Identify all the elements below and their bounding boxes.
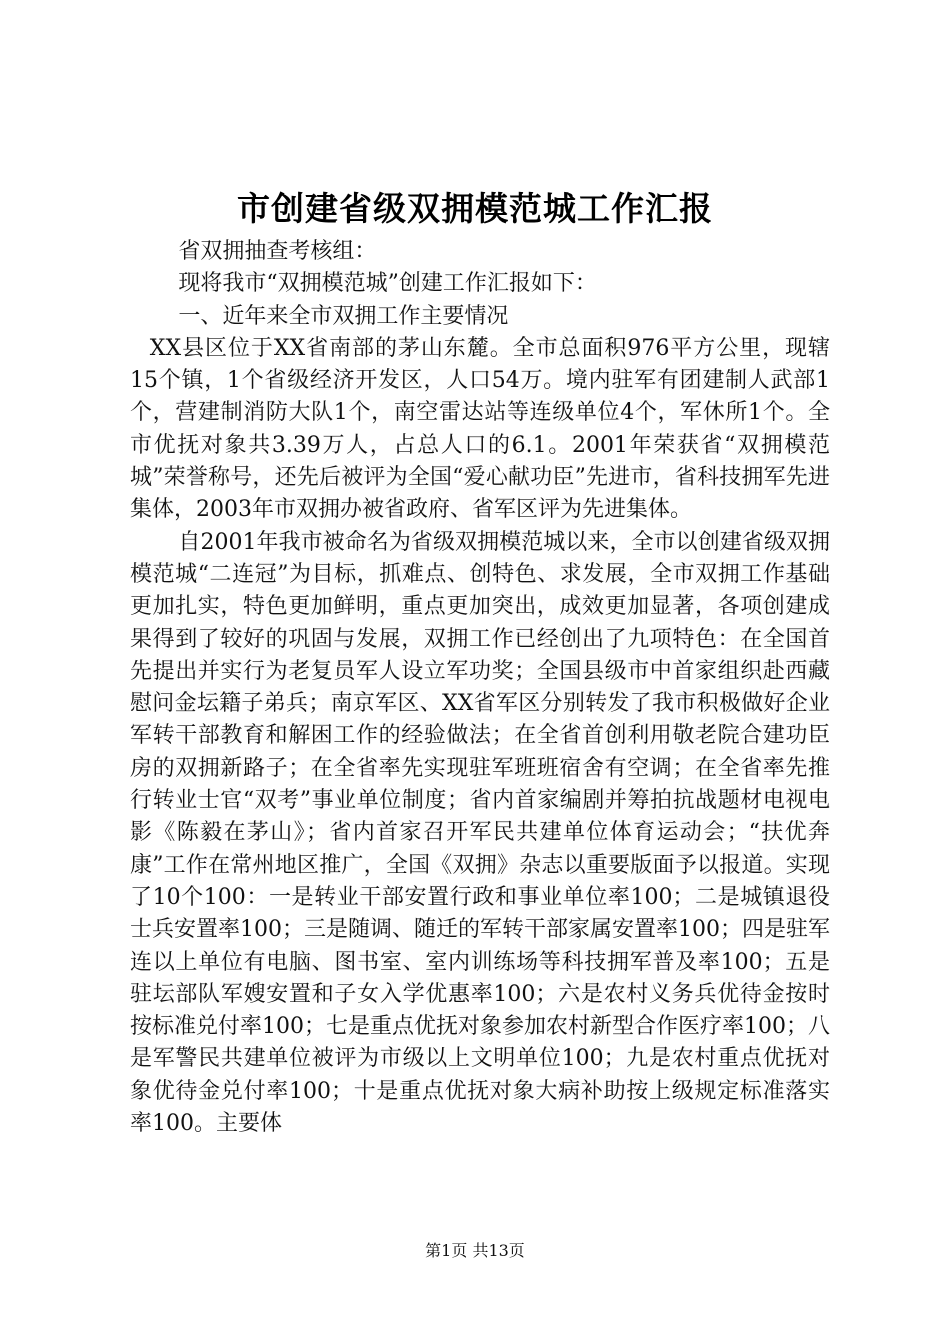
intro-line: 现将我市“双拥模范城”创建工作汇报如下： (178, 271, 597, 297)
document-body (130, 236, 830, 1140)
body-paragraph-2: 自2001年我市被命名为省级双拥模范城以来，全市以创建省级双拥模范城“二连冠”为目标，抓难点、创特色、求发展，全市双拥工作基础更加扎实，特色更加鲜明，重点更加突出，成效更加显著，各项创建成果得到了较好的巩固与发展，双拥工作已经创出了九项特色：在全国首先提出并实行为老复员军人设立军功奖；全国县级市中首家组织赴西藏慰问金坛籍子弟兵；南京军区、XX省军区分别转发了我市积极做好企业军转干部教育和解困工作的经验做法；在全省首创利用敬老院合建功臣房的双拥新路子；在全省率先实现驻军班班宿舍有空调；在全省率先推行转业士官“双考”事业单位制度；省内首家编剧并筹拍抗战题材电视电影《陈毅在茅山》；省内首家召开军民共建单位体育运动会；“扶优奔康”工作在常州地区推广，全国《双拥》杂志以重要版面予以报道。实现了10个100：一是转业干部安置行政和事业单位率100；二是城镇退役士兵安置率100；三是随调、随迁的军转干部家属安置率100；四是驻军连以上单位有电脑、图书室、室内训练场等科技拥军普及率100；五是驻坛部队军嫂安置和子女入学优惠率100；六是农村义务兵优待金按时按标准兑付率100；七是重点优抚对象参加农村新型合作医疗率100；八是军警民共建单位被评为市级以上文明单位100；九是农村重点优抚对象优待金兑付率100；十是重点优抚对象大病补助按上级规定标准落实率100。主要体 (130, 529, 830, 1137)
salutation: 省双拥抽查考核组： (178, 239, 377, 264)
section-heading: 一、近年来全市双拥工作主要情况 (178, 303, 509, 329)
body-paragraph-1: XX县区位于XX省南部的茅山东麓。全市总面积976平方公里，现辖15个镇，1个省级经济开发区，人口54万。境内驻军有团建制人武部1个，营建制消防大队1个，南空雷达站等连级单位4个，军休所1个。全市优抚对象共3.39万人，占总人口的6.1。2001年荣获省“双拥模范城”荣誉称号，还先后被评为全国“爱心献功臣”先进市，省科技拥军先进集体，2003年市双拥办被省政府、省军区评为先进集体。 (130, 335, 830, 523)
document-title: 市创建省级双拥模范城工作汇报 (237, 189, 713, 228)
page-footer: 第1页 共13页 (425, 1241, 525, 1260)
